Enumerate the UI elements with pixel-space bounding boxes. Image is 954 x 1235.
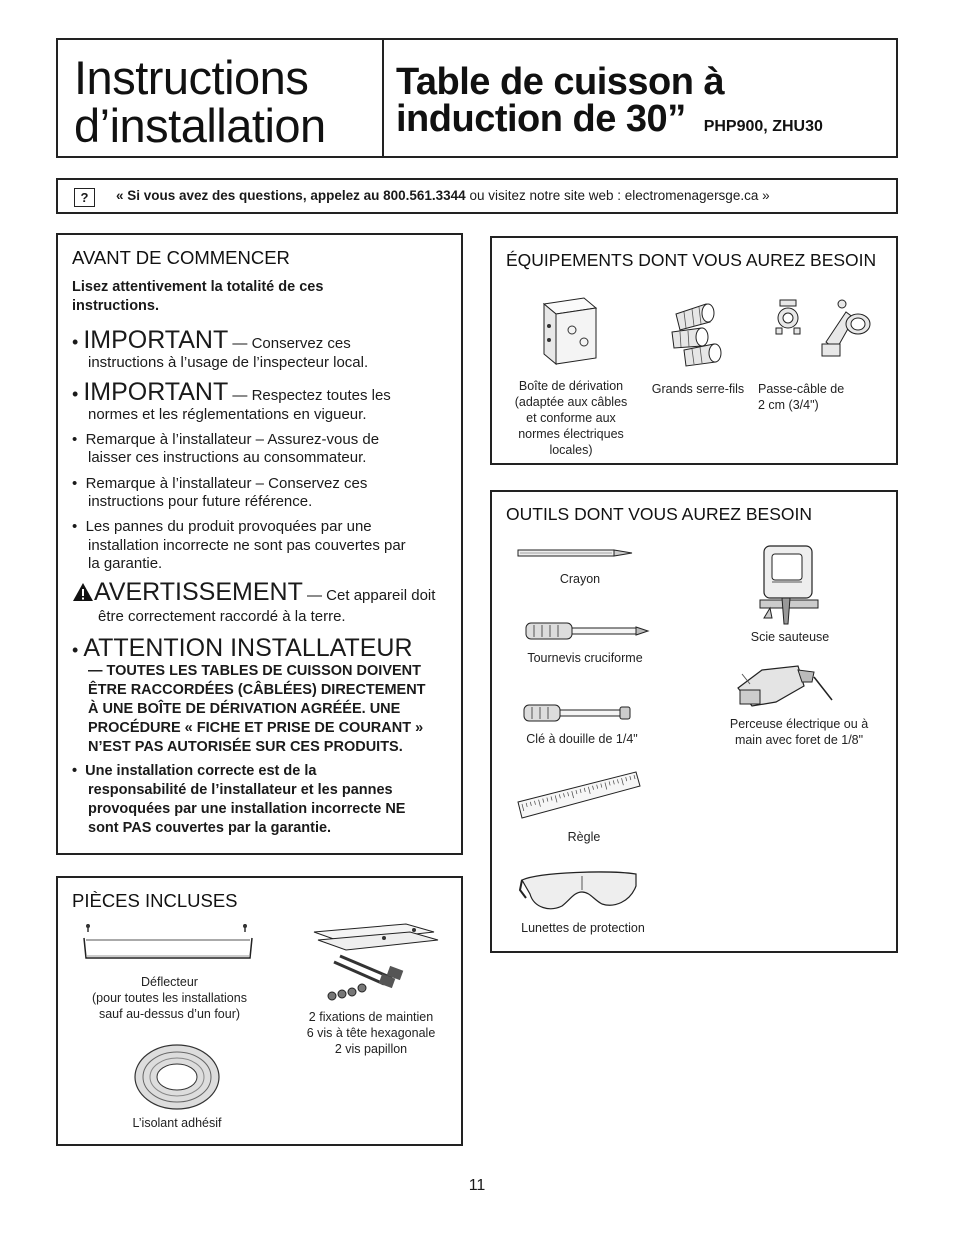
attention-line-2: ÊTRE RACCORDÉES (CÂBLÉES) DIRECTEMENT <box>88 682 426 698</box>
title-line-2: d’installation <box>74 99 326 152</box>
drill-caption <box>714 716 884 748</box>
pencil-caption: Crayon <box>559 572 601 586</box>
brackets-line-1: 2 fixations de maintien <box>308 1010 434 1024</box>
installer-attention: • ATTENTION INSTALLATEUR <box>72 634 413 662</box>
junction-box-line-3: et conforme aux <box>526 411 616 425</box>
warning-line-2: être correctement raccordé à la terre. <box>98 608 346 625</box>
page-number: 11 <box>468 1177 486 1194</box>
safety-glasses-image <box>520 870 640 914</box>
bullet-2-line-2: instructions pour future référence. <box>88 493 313 510</box>
attention-line-5: N’EST PAS AUTORISÉE SUR CES PRODUITS. <box>88 739 403 755</box>
drill-image <box>732 660 836 714</box>
contact-bar <box>56 178 898 214</box>
important-2-line-2: normes et les réglementations en vigueur. <box>88 406 367 423</box>
adhesive-tape-caption: L’isolant adhésif <box>132 1116 222 1130</box>
brackets-line-2: 6 vis à tête hexagonale <box>306 1026 436 1040</box>
deflector-line-1: Déflecteur <box>141 975 198 989</box>
deflector-caption <box>82 974 257 1022</box>
tools-heading: OUTILS DONT VOUS AUREZ BESOIN <box>506 504 812 524</box>
important-2-word: IMPORTANT <box>83 378 229 406</box>
bullet-4-line-2: responsabilité de l’installateur et les pannes <box>88 782 393 798</box>
deflector-image <box>80 922 260 962</box>
bullet-1: • Remarque à l’installateur – Assurez-vous de <box>72 431 380 448</box>
question-icon: ? <box>74 188 95 207</box>
bullet-2: • Remarque à l’installateur – Conservez ces <box>72 475 368 492</box>
junction-box-line-1: Boîte de dérivation <box>518 379 624 393</box>
tools-needed-section <box>490 490 898 953</box>
important-1-line-2: instructions à l’usage de l’inspecteur local. <box>88 354 369 371</box>
main-title-box <box>56 38 384 158</box>
intro-line-1: Lisez attentivement la totalité de ces <box>72 279 324 295</box>
equipment-needed-section <box>490 236 898 465</box>
jigsaw-image <box>758 542 822 628</box>
phillips-screwdriver-image <box>526 622 650 640</box>
bullet-4-line-1: Une installation correcte est de la <box>85 763 317 779</box>
contact-text <box>116 188 770 203</box>
before-you-begin-heading: AVANT DE COMMENCER <box>72 247 290 268</box>
bullet-3-line-3: la garantie. <box>88 555 163 572</box>
warning-icon <box>72 582 94 602</box>
subtitle-box <box>382 38 898 158</box>
nut-driver-caption: Clé à douille de 1/4" <box>526 732 638 746</box>
cable-connector-image <box>772 298 882 362</box>
bullet-4: • Une installation correcte est de la <box>72 763 317 779</box>
wire-nuts-caption: Grands serre-fils <box>651 382 745 396</box>
main-title <box>74 51 326 152</box>
ruler-image <box>518 772 642 824</box>
warning-word: AVERTISSEMENT <box>94 578 303 606</box>
brackets-line-3: 2 vis papillon <box>334 1042 408 1056</box>
bullet-1-line-1: Remarque à l’installateur – Assurez-vous de <box>85 431 380 448</box>
brackets-screws-image <box>314 922 444 1002</box>
subtitle-line-1: Table de cuisson à <box>396 61 725 103</box>
adhesive-tape-image <box>132 1042 222 1112</box>
important-1: • IMPORTANT — Conservez ces <box>72 326 351 354</box>
warning-rest: — Cet appareil doit <box>302 587 436 604</box>
before-you-begin-section <box>56 233 463 855</box>
attention-line-4: PROCÉDURE « FICHE ET PRISE DE COURANT » <box>88 720 424 736</box>
bullet-1-line-2: laisser ces instructions au consommateur. <box>88 449 367 466</box>
installer-attention-word: ATTENTION INSTALLATEUR <box>83 634 413 662</box>
cable-connector-line-2: 2 cm (3/4") <box>758 398 819 412</box>
deflector-line-2: (pour toutes les installations <box>92 991 247 1005</box>
junction-box-image <box>542 296 598 366</box>
junction-box-line-4: normes électriques <box>518 427 624 441</box>
bullet-2-line-1: Remarque à l’installateur – Conservez ces <box>85 475 368 492</box>
deflector-line-3: sauf au-dessus d’un four) <box>98 1007 241 1021</box>
wire-nuts-image <box>666 300 730 366</box>
junction-box-line-2: (adaptée aux câbles <box>514 395 628 409</box>
subtitle-line-2: induction de 30” <box>396 98 686 140</box>
subtitle <box>396 61 823 145</box>
model-numbers: PHP900, ZHU30 <box>703 118 823 135</box>
bullet-3-line-2: installation incorrecte ne sont pas couvertes par <box>88 537 406 554</box>
junction-box-line-5: locales) <box>549 443 593 457</box>
nut-driver-image <box>524 704 634 722</box>
attention-line-1: — TOUTES LES TABLES DE CUISSON DOIVENT <box>88 663 421 679</box>
phillips-screwdriver-caption: Tournevis cruciforme <box>527 651 643 665</box>
bullet-4-line-3: provoquées par une installation incorrecte NE <box>88 801 406 817</box>
drill-line-2: main avec foret de 1/8" <box>734 733 864 747</box>
intro-line-2: instructions. <box>72 298 160 314</box>
important-1-rest: — Conservez ces <box>228 335 351 352</box>
important-1-word: IMPORTANT <box>83 326 229 354</box>
equipment-heading: ÉQUIPEMENTS DONT VOUS AUREZ BESOIN <box>506 250 877 270</box>
contact-website-text: ou visitez notre site web : electromenagersge.ca » <box>465 188 770 203</box>
contact-phone-text: « Si vous avez des questions, appelez au 800.561.3344 <box>116 188 466 203</box>
jigsaw-caption: Scie sauteuse <box>750 630 830 644</box>
important-2: • IMPORTANT — Respectez toutes les <box>72 378 391 406</box>
junction-box-caption <box>502 378 640 458</box>
bullet-4-line-4: sont PAS couvertes par la garantie. <box>88 820 332 836</box>
safety-glasses-caption: Lunettes de protection <box>521 921 645 935</box>
cable-connector-caption <box>758 381 844 413</box>
bullet-3: • Les pannes du produit provoquées par une <box>72 518 372 535</box>
important-2-rest: — Respectez toutes les <box>228 387 391 404</box>
attention-line-3: À UNE BOÎTE DE DÉRIVATION AGRÉÉE. UNE <box>88 701 401 717</box>
ruler-caption: Règle <box>567 830 601 844</box>
warning <box>72 579 435 605</box>
brackets-caption <box>286 1009 456 1057</box>
included-parts-heading: PIÈCES INCLUSES <box>72 890 238 911</box>
pencil-image <box>518 548 638 558</box>
drill-line-1: Perceuse électrique ou à <box>729 717 869 731</box>
cable-connector-line-1: Passe-câble de <box>758 382 845 396</box>
title-line-1: Instructions <box>74 51 309 104</box>
bullet-3-line-1: Les pannes du produit provoquées par une <box>85 518 372 535</box>
included-parts-section <box>56 876 463 1146</box>
